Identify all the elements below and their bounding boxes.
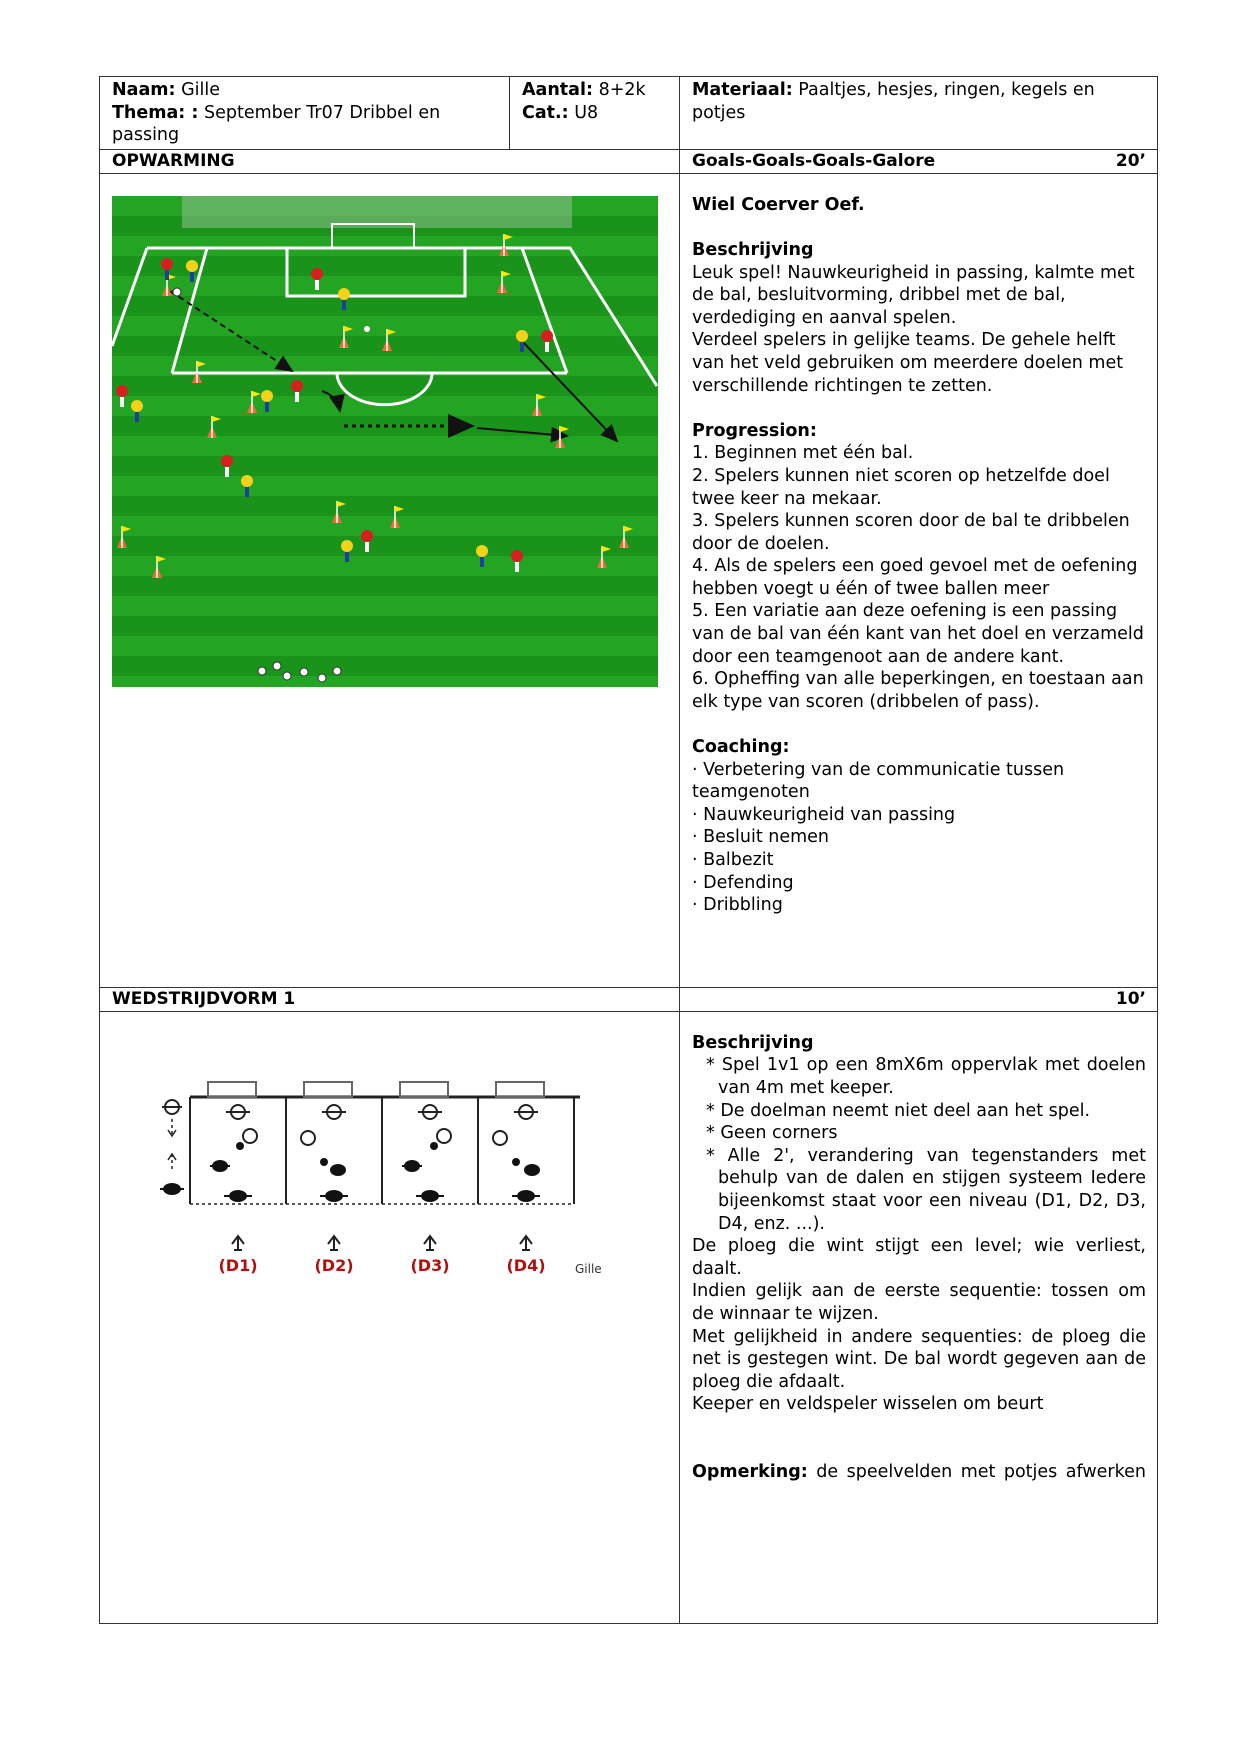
level-label-d1: (D1) (218, 1255, 258, 1275)
coaching-item: · Verbetering van de communicatie tussen teamgenoten (692, 759, 1065, 803)
wedstrijdvorm-duration: 10’ (1115, 988, 1146, 1009)
aantal-cat-cell (510, 77, 680, 150)
opmerking (692, 1461, 1146, 1484)
opwarming-exercise-title: Goals-Goals-Goals-Galore (692, 150, 936, 171)
coaching-item: · Dribbling (692, 895, 783, 916)
wedstrijdvorm-bullet: * Spel 1v1 op een 8mX6m oppervlak met doelen van 4m met keeper. (706, 1055, 1146, 1098)
progression-item: 5. Een variatie aan deze oefening is een passing van de bal van één kant van het doel en verzameld door een teamgenoot aan de andere kant. (692, 601, 1144, 667)
coaching-item: · Besluit nemen (692, 827, 830, 848)
materiaal-label: Materiaal: (692, 80, 793, 100)
opwarming-beschrijving-1: Leuk spel! Nauwkeurigheid in passing, kalmte met de bal, besluitvorming, dribbel met de bal, verdediging en aanval spelen. (692, 262, 1135, 328)
opwarming-image-cell (100, 173, 680, 987)
progression-title: Progression: (692, 420, 817, 441)
wedstrijdvorm-paragraph: Met gelijkheid in andere sequenties: de ploeg die net is gestegen wint. De bal wordt gegeven aan de ploeg die afdaalt. (692, 1326, 1146, 1392)
wedstrijdvorm-title-row (100, 987, 1158, 1011)
field-d3 (382, 1082, 478, 1250)
penalty-spot (364, 326, 370, 332)
naam-thema-cell (100, 77, 510, 150)
level-label-d3: (D3) (410, 1255, 450, 1275)
opwarming-text-cell (680, 173, 1158, 987)
coaching-item: · Nauwkeurigheid van passing (692, 804, 956, 825)
opwarming-section-title: OPWARMING (100, 149, 680, 173)
coaching-item: · Balbezit (692, 850, 774, 870)
level-label-d4: (D4) (506, 1255, 546, 1275)
opwarming-duration: 20’ (1115, 150, 1146, 171)
progression-item: 2. Spelers kunnen niet scoren op hetzelfde doel twee keer na mekaar. (692, 465, 1110, 509)
opwarming-title-row (100, 149, 1158, 173)
header-row (100, 77, 1158, 150)
ladder-diagram (160, 1074, 620, 1284)
wedstrijdvorm-image-cell (100, 1011, 680, 1623)
wedstrijdvorm-bullet: * Geen corners (706, 1123, 838, 1144)
opwarming-beschrijving-2: Verdeel spelers in gelijke teams. De gehele helft van het veld gebruiken om meerdere doelen met verschillende richtingen te zetten. (692, 330, 1124, 396)
coaching-item: · Defending (692, 872, 794, 893)
wedstrijdvorm-duration-cell (680, 987, 1158, 1011)
cat-value: U8 (574, 102, 599, 123)
aantal-label: Aantal: (522, 80, 593, 100)
naam-label: Naam: (112, 80, 176, 100)
soccer-field-diagram (112, 196, 658, 687)
progression-item: 6. Opheffing van alle beperkingen, en toestaan aan elk type van scoren (dribbelen of pass). (692, 669, 1144, 712)
level-label-d2: (D2) (314, 1255, 354, 1275)
diagram-author: Gille (575, 1261, 602, 1276)
progression-item: 3. Spelers kunnen scoren door de bal te dribbelen door de doelen. (692, 511, 1130, 554)
opmerking-label: Opmerking: (692, 1462, 808, 1483)
naam-value: Gille (181, 80, 220, 100)
cat-label: Cat.: (522, 102, 569, 123)
opwarming-exercise-cell (680, 149, 1158, 173)
training-table (99, 76, 1158, 1624)
field-d4 (478, 1082, 574, 1250)
progression-item: 4. Als de spelers een goed gevoel met de oefening hebben voegt u één of twee ballen meer (692, 556, 1138, 599)
wedstrijdvorm-bullet: * Alle 2', verandering van tegenstanders met behulp van de dalen en stijgen systeem Iedere bijeenkomst staat voor een niveau (D1, D2, D3, D4, enz. ...). (706, 1145, 1146, 1234)
wedstrijdvorm-content-row (100, 1011, 1158, 1623)
wedstrijdvorm-text-cell (680, 1011, 1158, 1623)
opwarming-content-row (100, 173, 1158, 987)
wedstrijdvorm-beschrijving-title: Beschrijving (692, 1032, 814, 1053)
wedstrijdvorm-bullet: * De doelman neemt niet deel aan het spel. (706, 1100, 1091, 1121)
wedstrijdvorm-paragraph: De ploeg die wint stijgt een level; wie verliest, daalt. (692, 1236, 1146, 1279)
wedstrijdvorm-section-title: WEDSTRIJDVORM 1 (100, 987, 680, 1011)
thema-label: Thema: : (112, 102, 199, 123)
opwarming-subtitle: Wiel Coerver Oef. (692, 194, 865, 215)
field-d1 (190, 1082, 286, 1250)
materiaal-value: Paaltjes, hesjes, ringen, kegels en potjes (692, 80, 1095, 123)
wedstrijdvorm-paragraph: Indien gelijk aan de eerste sequentie: tossen om de winnaar te wijzen. (692, 1281, 1146, 1324)
coaching-title: Coaching: (692, 737, 790, 758)
wedstrijdvorm-paragraph: Keeper en veldspeler wisselen om beurt (692, 1394, 1044, 1415)
standby-players (160, 1100, 184, 1195)
opwarming-beschrijving-title: Beschrijving (692, 239, 814, 260)
progression-item: 1. Beginnen met één bal. (692, 443, 914, 464)
field-d2 (286, 1082, 382, 1250)
materiaal-cell (680, 77, 1158, 150)
aantal-value: 8+2k (598, 80, 646, 100)
thema-value: September Tr07 Dribbel en passing (112, 102, 441, 146)
opmerking-value: de speelvelden met potjes afwerken (816, 1462, 1146, 1483)
